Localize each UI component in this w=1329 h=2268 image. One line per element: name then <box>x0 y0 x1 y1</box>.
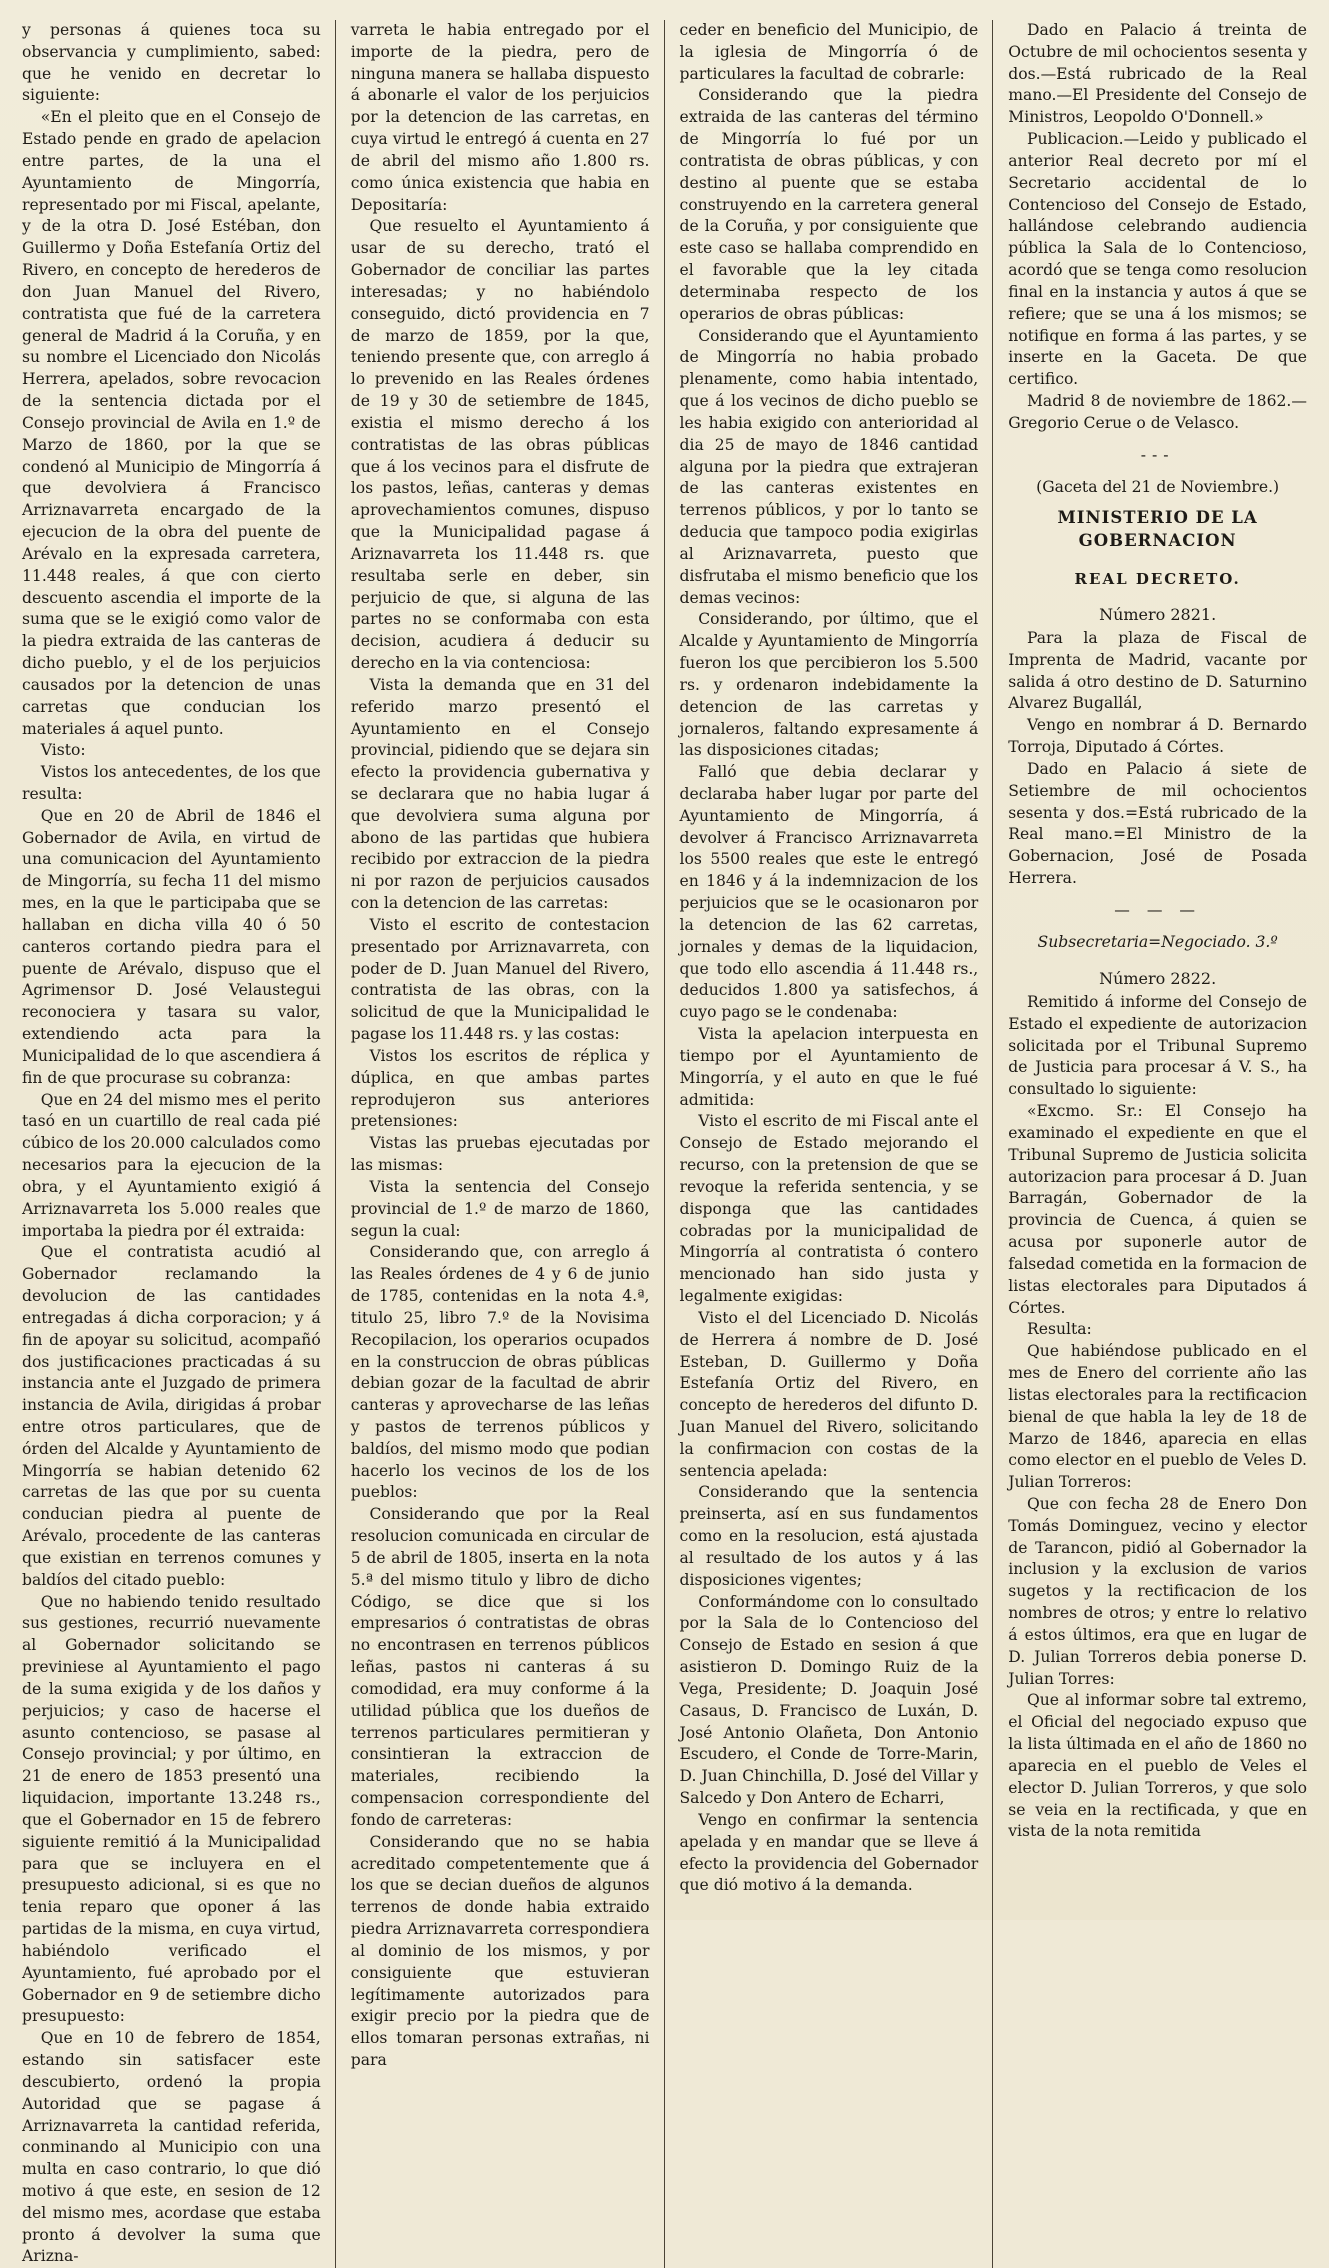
paragraph: Vengo en confirmar la sentencia apelada y en mandar que se lleve á efecto la providencia del Gobernador que dió motivo á la demanda. <box>679 1810 979 1895</box>
paragraph: Visto el escrito de mi Fiscal ante el Consejo de Estado mejorando el recurso, con la pretension de que se revoque la referida sentencia, y se disponga que las cantidades cobradas por la municipalidad de Mingorría al contratista ó contero mencionado han sido justa y legalmente exigidas: <box>679 1112 979 1306</box>
ministry-heading: MINISTERIO DE LA GOBERNACION <box>1057 508 1258 551</box>
decree-heading: REAL DECRETO. <box>1074 569 1241 588</box>
paragraph: Considerando que, con arreglo á las Reales órdenes de 4 y 6 de junio de 1785, contenidas en la nota 4.ª, titulo 25, libro 7.º de la Novisima Recopilacion, los operarios ocupados en la construccion de obras públicas debian gozar de la facultad de abrir canteras y aprovecharse de las leñas y pastos de terrenos públicos y baldíos, del mismo modo que podian hacerlo los vecinos de los de los pueblos: <box>350 1243 650 1502</box>
paragraph: Vista la demanda que en 31 del referido marzo presentó el Ayuntamiento en el Consejo provincial, pidiendo que se dejara sin efecto la providencia gubernativa y se declarara que no habia lugar á que devolviera suma alguna por abono de las partidas que hubiera recibido por extraccion de la piedra ni por razon de perjuicios causados con la detencion de las carretas: <box>350 675 650 913</box>
paragraph: Madrid 8 de noviembre de 1862.—Gregorio Cerue o de Velasco. <box>1008 392 1307 432</box>
paragraph: y personas á quienes toca su observancia y cumplimiento, sabed: que he venido en decretar lo siguiente: <box>22 21 321 105</box>
paragraph: Remitido á informe del Consejo de Estado el expediente de autorizacion solicitada por el Tribunal Supremo de Justicia para procesar á V. S., ha consultado lo siguiente: <box>1008 992 1307 1099</box>
paragraph: Vista la apelacion interpuesta en tiempo por el Ayuntamiento de Mingorría, y el auto en que le fué admitida: <box>679 1025 979 1109</box>
paragraph: Vengo en nombrar á D. Bernardo Torroja, Diputado á Córtes. <box>1008 716 1307 757</box>
paragraph: Que en 24 del mismo mes el perito tasó en un cuartillo de real cada pié cúbico de los 20.000 calculados como necesarios para la ejecucion de la obra, y el Ayuntamiento exigió á Arriznavarreta los 5.000 reales que importaba la piedra por él extraida: <box>22 1090 321 1240</box>
columns <box>22 20 1307 2266</box>
paragraph: Visto: <box>40 741 86 760</box>
paragraph: Considerando que la piedra extraida de las canteras del término de Mingorría lo fué por un contratista de obras públicas, y con destino al puente que se estaba construyendo en la carretera general de la Coruña, y por consiguiente que este caso se hallaba comprendido en el favorable que la ley citada determinaba respecto de los operarios de obras públicas: <box>679 86 979 323</box>
paragraph: Vistos los antecedentes, de los que resulta: <box>22 763 321 803</box>
paragraph: Publicacion.—Leido y publicado el anterior Real decreto por mí el Secretario accidental de lo Contencioso del Consejo de Estado, hallándose celebrando audiencia pública la Sala de lo Contencioso, acordó que se tenga como resolucion final en la instancia y autos á que se refiere; que se una á los mismos; se notifique en forma á las partes, y se inserte en la Gaceta. De que certifico. <box>1008 130 1307 389</box>
decree-number: Número 2821. <box>1099 604 1217 624</box>
paragraph: Considerando que el Ayuntamiento de Mingorría no habia probado plenamente, como habia intentado, que á los vecinos de dicho pueblo se les habia exigido con anterioridad al dia 25 de mayo de 1846 cantidad alguna por la piedra que extrajeran de las canteras existentes en terrenos públicos, y por lo tanto se deducia que tampoco podia exigirlas al Ariznavarreta, puesto que disfrutaba el mismo beneficio que los demas vecinos: <box>679 326 979 607</box>
separator: --- <box>1140 445 1175 464</box>
paragraph: Conformándome con lo consultado por la Sala de lo Contencioso del Consejo de Estado en sesion á que asistieron D. Domingo Ruiz de la Vega, Presidente; D. Joaquin José Casaus, D. Francisco de Luxán, D. José Antonio Olañeta, Don Antonio Escudero, el Conde de Torre-Marin, D. Juan Chinchilla, D. José del Villar y Salcedo y Don Antero de Echarri, <box>679 1592 979 1808</box>
paragraph: Considerando que no se habia acreditado competentemente que á los que se decian dueños de algunos terrenos de donde habia extraido piedra Arriznavarreta correspondiera al dominio de los mismos, y por consiguiente que estuvieran legítimamente autorizados para exigir precio por la piedra que de ellos tomaran personas extrañas, ni para <box>350 1832 650 2070</box>
paragraph: Dado en Palacio á siete de Setiembre de mil ochocientos sesenta y dos.=Está rubricado de la Real mano.=El Ministro de la Gobernacion, José de Posada Herrera. <box>1008 759 1307 888</box>
paragraph: Vistos los escritos de réplica y dúplica, en que ambas partes reprodujeron sus anteriores pretensiones: <box>350 1046 650 1131</box>
paragraph: ceder en beneficio del Municipio, de la iglesia de Mingorría ó de particulares la facultad de cobrarle: <box>679 21 979 83</box>
paragraph: Considerando, por último, que el Alcalde y Ayuntamiento de Mingorría fueron los que percibieron los 5.500 rs. y ordenaron indebidamente la detencion de las carretas y jornaleros, faltando expresamente á las disposiciones citadas; <box>679 610 979 760</box>
paragraph: Que al informar sobre tal extremo, el Oficial del negociado expuso que la lista últimada en el año de 1860 no aparecia en el pueblo de Veles el elector D. Julian Torreros, y que solo se veia en la rectificada, y que en vista de la nota remitida <box>1008 1691 1307 1841</box>
paragraph: varreta le habia entregado por el importe de la piedra, pero de ninguna manera se hallaba dispuesto á abonarle el valor de los perjuicios por la detencion de las carretas, en cuya virtud le entregó á cuenta en 27 de abril del mismo año 1.800 rs. como única existencia que habia en Depositaría: <box>350 21 650 214</box>
column-3 <box>680 20 979 2268</box>
paragraph: Que resuelto el Ayuntamiento á usar de su derecho, trató el Gobernador de conciliar las partes interesadas; y no habiéndolo conseguido, dictó providencia en 7 de marzo de 1859, por la que, teniendo presente que, con arreglo á lo prevenido en las Reales órdenes de 19 y 30 de setiembre de 1845, existia el mismo derecho á los contratistas de las obras públicas que á los vecinos para el disfrute de los pastos, leñas, canteras y demas aprovechamientos comunes, dispuso que la Municipalidad pagase á Ariznavarreta los 11.448 rs. que resultaba serle en deber, sin perjuicio de que, si alguna de las partes no se conformaba con esta decision, acudiera á deducir su derecho en la via contenciosa: <box>350 217 650 673</box>
paragraph: Considerando que por la Real resolucion comunicada en circular de 5 de abril de 1805, inserta en la nota 5.ª del mismo titulo y libro de dicho Código, se dice que si los empresarios ó contratistas de obras no encontrasen en terrenos públicos leñas, pastos ni canteras á su comodidad, era muy conforme á la utilidad pública que los dueños de terrenos particulares permitieran y consintieran la extraccion de materiales, recibiendo la compensacion correspondiente del fondo de carreteras: <box>350 1505 650 1829</box>
paragraph: Que en 20 de Abril de 1846 el Gobernador de Avila, en virtud de una comunicacion del Ayuntamiento de Mingorría, su fecha 11 del mismo mes, en la que le participaba que se hallaban en dicha villa 40 ó 50 canteros cortando piedra para el puente de Arévalo, dispuso que el Agrimensor D. José Velaustegui reconociera y tasara su valor, extendiendo acta para la Municipalidad de lo que ascendiera á fin de que procurase su cobranza: <box>22 806 321 1087</box>
paragraph: «Excmo. Sr.: El Consejo ha examinado el expediente en que el Tribunal Supremo de Justicia solicita autorizacion para procesar á D. Juan Barragán, Gobernador de la provincia de Cuenca, á quien se acusa por suponerle autor de falsedad cometida en la formacion de listas electorales para Diputados á Córtes. <box>1008 1102 1307 1317</box>
paragraph: Dado en Palacio á treinta de Octubre de mil ochocientos sesenta y dos.—Está rubricado de la Real mano.—El Presidente del Consejo de Ministros, Leopoldo O'Donnell.» <box>1008 21 1307 127</box>
paragraph: Resulta: <box>1026 1320 1092 1339</box>
paragraph: Vista la sentencia del Consejo provincial de 1.º de marzo de 1860, segun la cual: <box>350 1177 650 1240</box>
paragraph: Que el contratista acudió al Gobernador reclamando la devolucion de las cantidades entregadas á dicha corporacion; y á fin de apoyar su solicitud, acompañó dos justificaciones practicadas á su instancia ante el Juzgado de primera instancia de Avila, dirigidas á probar entre otros particulares, que de órden del Alcalde y Ayuntamiento de Mingorría se habian detenido 62 carretas de las que por su cuenta conducian piedra al puente de Arévalo, procedente de las canteras que existian en terrenos comunes y baldíos del citado pueblo: <box>22 1243 321 1589</box>
subsecretaria-heading: Subsecretaria=Negociado. 3.º <box>1037 932 1278 951</box>
column-4 <box>1008 20 1307 2268</box>
paragraph: Que habiéndose publicado en el mes de Enero del corriente año las listas electorales para la rectificacion bienal de que habla la ley de 18 de Marzo de 1846, aparecia en ellas como elector en el pueblo de Veles D. Julian Torreros: <box>1008 1342 1307 1492</box>
separator: — — — <box>1114 900 1201 919</box>
column-2 <box>351 20 650 2268</box>
paragraph: Que con fecha 28 de Enero Don Tomás Dominguez, vecino y elector de Tarancon, pidió al Gobernador la inclusion y la exclusion de varios sugetos y la rectificacion de los nombres de otros; y entre lo relativo á estos últimos, era que en lugar de D. Julian Torreros debia ponerse D. Julian Torres: <box>1008 1495 1307 1688</box>
paragraph: Que no habiendo tenido resultado sus gestiones, recurrió nuevamente al Gobernador solicitando se previniese al Ayuntamiento el pago de la suma exigida y de los daños y perjuicios; y caso de hacerse el asunto contencioso, se pasase al Consejo provincial; y por último, en 21 de enero de 1853 presentó una liquidacion, importante 13.248 rs., que el Gobernador en 15 de febrero siguiente remitió á la Municipalidad para que se incluyera en el presupuesto adicional, si es que no tenia reparo que oponer á las partidas de la misma, en cuya virtud, habiéndolo verificado el Ayuntamiento, fué aprobado por el Gobernador en 9 de setiembre dicho presupuesto: <box>22 1592 321 2026</box>
paragraph: Que en 10 de febrero de 1854, estando sin satisfacer este descubierto, ordenó la propia Autoridad que se pagase á Arriznavarreta la cantidad referida, conminando al Municipio con una multa en caso contrario, lo que dió motivo á que este, en sesion de 12 del mismo mes, acordase que estaba pronto á devolver la suma que Arizna- <box>22 2029 321 2266</box>
paragraph: Falló que debia declarar y declaraba haber lugar por parte del Ayuntamiento de Mingorría, á devolver á Francisco Arriznavarreta los 5500 reales que este le entregó en 1846 y á la indemnizacion de los perjuicios que se le ocasionaron por la detencion de las 62 carretas, jornales y demas de la liquidacion, que todo ello ascendia á 11.448 rs., deducidos 1.800 ya satisfechos, á cuyo pago se le condenaba: <box>679 763 979 1022</box>
column-1 <box>22 20 321 2268</box>
paragraph: Visto el del Licenciado D. Nicolás de Herrera á nombre de D. José Esteban, D. Guillermo y Doña Estefanía Ortiz del Rivero, en concepto de herederos del difunto D. Juan Manuel del Rivero, solicitando la confirmacion con costas de la sentencia apelada: <box>679 1308 979 1480</box>
paragraph: Vistas las pruebas ejecutadas por las mismas: <box>350 1134 650 1175</box>
paragraph: «En el pleito que en el Consejo de Estado pende en grado de apelacion entre partes, de la una el Ayuntamiento de Mingorría, representado por mi Fiscal, apelante, y de la otra D. José Estéban, don Guillermo y Doña Estefanía Ortiz del Rivero, en concepto de herederos de don Juan Manuel del Rivero, contratista que fué de la carretera general de Madrid á la Coruña, y en su nombre el Licenciado don Nicolás Herrera, apelados, sobre revocacion de la sentencia dictada por el Consejo provincial de Avila en 1.º de Marzo de 1860, por la que se condenó al Municipio de Mingorría á que devolviera á Francisco Arriznavarreta encargado de la ejecucion de la obra del puente de Arévalo en la expresada carretera, 11.448 reales, á que con cierto descuento ascendia el importe de la suma que se le exigió como valor de la piedra extraida de las canteras de dicho pueblo, y el de los perjuicios causados por la detencion de unas carretas que conducian los materiales á aquel punto. <box>22 108 321 738</box>
paragraph: Para la plaza de Fiscal de Imprenta de Madrid, vacante por salida á otro destino de D. Saturnino Alvarez Bugallál, <box>1008 628 1307 713</box>
paragraph: Considerando que la sentencia preinserta, así en sus fundamentos como en la resolucion, está ajustada al resultado de los autos y á las disposiciones vigentes; <box>679 1483 979 1589</box>
paragraph: Visto el escrito de contestacion presentado por Arriznavarreta, con poder de D. Juan Manuel del Rivero, contratista de las obras, con la solicitud de que la Municipalidad le pagase los 11.448 rs. y las costas: <box>350 915 650 1044</box>
decree-number: Número 2822. <box>1099 968 1217 988</box>
gaceta-date: (Gaceta del 21 de Noviembre.) <box>1036 477 1280 496</box>
